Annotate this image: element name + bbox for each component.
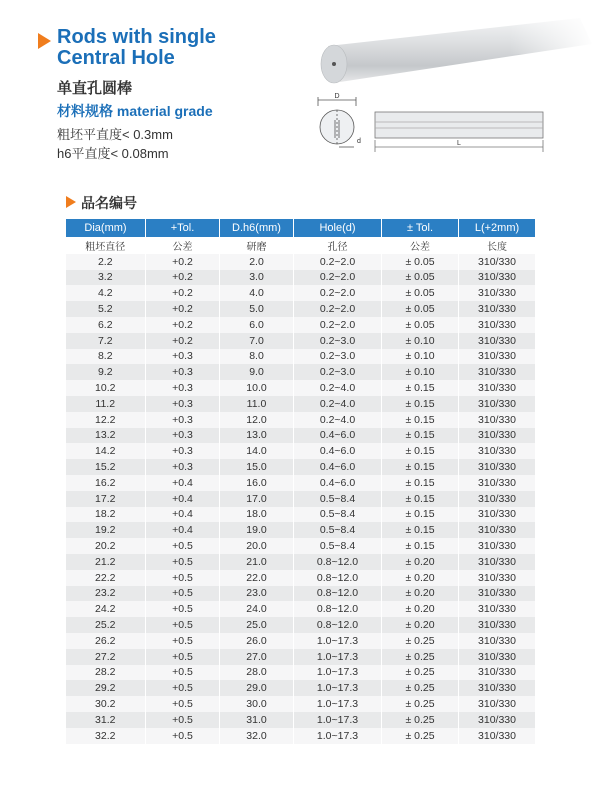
product-table [65,218,536,744]
table-row [66,380,536,396]
title-line-1: Rods with single [57,26,216,48]
table-cell: 3.2 [66,270,146,286]
table-row [66,317,536,333]
cn-header-cell: 公差 [382,238,459,254]
table-cell: +0.3 [146,349,220,365]
table-cell: +0.3 [146,443,220,459]
table-cell: +0.5 [146,617,220,633]
table-cell: +0.4 [146,491,220,507]
table-cell: ± 0.20 [382,617,459,633]
table-cell: 1.0~17.3 [294,649,382,665]
table-cell: 20.2 [66,538,146,554]
table-cell: 310/330 [459,349,536,365]
table-cell: 0.8~12.0 [294,617,382,633]
table-row [66,459,536,475]
table-cell: 310/330 [459,412,536,428]
table-cell: 14.2 [66,443,146,459]
table-cell: 0.4~6.0 [294,443,382,459]
cn-header-cell: 公差 [146,238,220,254]
table-cell: 4.2 [66,285,146,301]
table-cell: +0.2 [146,254,220,270]
table-cell: 310/330 [459,554,536,570]
table-cell: 0.8~12.0 [294,601,382,617]
table-row [66,696,536,712]
table-cell: 13.0 [220,428,294,444]
table-cell: 32.2 [66,728,146,744]
table-cell: 8.2 [66,349,146,365]
table-cell: +0.5 [146,712,220,728]
table-cell: ± 0.25 [382,680,459,696]
table-cell: +0.5 [146,586,220,602]
table-cell: 0.4~6.0 [294,459,382,475]
table-cell: +0.3 [146,396,220,412]
table-row [66,601,536,617]
table-cell: 26.0 [220,633,294,649]
table-cell: 25.2 [66,617,146,633]
table-cell: 1.0~17.3 [294,680,382,696]
table-cell: 7.0 [220,333,294,349]
table-row [66,507,536,523]
table-cell: 14.0 [220,443,294,459]
table-cell: 0.2~4.0 [294,412,382,428]
table-cell: 29.0 [220,680,294,696]
table-cell: 310/330 [459,396,536,412]
table-cell: +0.3 [146,364,220,380]
table-row [66,475,536,491]
table-row [66,522,536,538]
table-cell: 26.2 [66,633,146,649]
table-cell: 28.2 [66,665,146,681]
rod-illustration [310,14,595,159]
table-cell: +0.3 [146,412,220,428]
table-cell: +0.2 [146,333,220,349]
table-cell: +0.3 [146,380,220,396]
col-header-length: L(+2mm) [459,219,536,238]
table-cell: 6.0 [220,317,294,333]
table-cell: ± 0.25 [382,712,459,728]
table-cell: ± 0.25 [382,696,459,712]
spec-straightness-h6: h6平直度< 0.08mm [57,146,169,161]
table-cell: 310/330 [459,443,536,459]
table-cell: ± 0.15 [382,396,459,412]
table-row [66,412,536,428]
table-cell: 15.2 [66,459,146,475]
table-cell: +0.2 [146,270,220,286]
table-cell: 310/330 [459,491,536,507]
table-cell: 0.5~8.4 [294,522,382,538]
table-cell: 1.0~17.3 [294,633,382,649]
table-row [66,649,536,665]
table-row [66,254,536,270]
table-cell: ± 0.20 [382,554,459,570]
table-cell: 4.0 [220,285,294,301]
table-row [66,364,536,380]
table-cell: 310/330 [459,333,536,349]
table-cell: 5.0 [220,301,294,317]
col-header-dia: Dia(mm) [66,219,146,238]
cn-header-cell: 长度 [459,238,536,254]
cross-section-drawing [318,97,356,147]
table-cell: ± 0.15 [382,538,459,554]
spec-straightness-blank: 粗坯平直度< 0.3mm [57,127,173,142]
cn-header-cell: 研磨 [220,238,294,254]
table-cell: 0.8~12.0 [294,586,382,602]
table-cell: 2.2 [66,254,146,270]
table-row [66,301,536,317]
table-cell: 19.0 [220,522,294,538]
table-cell: ± 0.15 [382,475,459,491]
table-cell: 0.2~2.0 [294,301,382,317]
table-cell: +0.2 [146,317,220,333]
table-cell: 6.2 [66,317,146,333]
cn-header-cell: 孔径 [294,238,382,254]
col-header-tol: +Tol. [146,219,220,238]
table-row [66,728,536,744]
table-cn-header-row [66,238,536,254]
table-cell: 21.0 [220,554,294,570]
table-cell: 22.2 [66,570,146,586]
table-cell: 17.2 [66,491,146,507]
table-row [66,665,536,681]
table-cell: 19.2 [66,522,146,538]
table-cell: 12.2 [66,412,146,428]
table-cell: 11.0 [220,396,294,412]
table-cell: 310/330 [459,475,536,491]
table-cell: 7.2 [66,333,146,349]
table-cell: 310/330 [459,428,536,444]
table-row [66,285,536,301]
table-cell: ± 0.20 [382,601,459,617]
table-cell: +0.4 [146,475,220,491]
table-cell: 310/330 [459,617,536,633]
table-cell: +0.5 [146,633,220,649]
table-cell: +0.3 [146,459,220,475]
table-cell: ± 0.05 [382,270,459,286]
section-heading [66,193,137,213]
table-cell: 310/330 [459,254,536,270]
table-row [66,538,536,554]
material-grade-label: 材料规格 material grade [57,103,213,119]
table-cell: 18.2 [66,507,146,523]
table-row [66,570,536,586]
table-cell: 310/330 [459,601,536,617]
table-cell: 310/330 [459,728,536,744]
orange-triangle-icon [38,33,51,49]
table-row [66,270,536,286]
table-cell: 310/330 [459,270,536,286]
table-cell: ± 0.10 [382,364,459,380]
page-title [38,27,268,69]
table-row [66,554,536,570]
table-cell: 16.2 [66,475,146,491]
table-cell: +0.5 [146,680,220,696]
table-cell: ± 0.05 [382,317,459,333]
table-cell: 21.2 [66,554,146,570]
table-cell: 310/330 [459,712,536,728]
table-cell: 9.0 [220,364,294,380]
table-cell: 31.0 [220,712,294,728]
table-cell: 32.0 [220,728,294,744]
table-cell: 1.0~17.3 [294,712,382,728]
table-cell: 310/330 [459,285,536,301]
table-cell: 9.2 [66,364,146,380]
hole-dot-icon [332,62,336,66]
col-header-hole: Hole(d) [294,219,382,238]
table-cell: 13.2 [66,428,146,444]
table-cell: 0.2~3.0 [294,333,382,349]
table-cell: 310/330 [459,538,536,554]
table-cell: ± 0.20 [382,570,459,586]
table-cell: ± 0.25 [382,665,459,681]
table-cell: 16.0 [220,475,294,491]
table-cell: ± 0.05 [382,285,459,301]
table-cell: 31.2 [66,712,146,728]
table-cell: 10.2 [66,380,146,396]
table-cell: ± 0.15 [382,412,459,428]
table-cell: ± 0.10 [382,349,459,365]
section-title: 品名编号 [81,195,137,211]
table-cell: 0.8~12.0 [294,554,382,570]
table-cell: +0.5 [146,649,220,665]
table-row [66,617,536,633]
table-cell: 0.2~2.0 [294,317,382,333]
table-cell: 0.5~8.4 [294,507,382,523]
table-cell: 310/330 [459,633,536,649]
table-cell: 22.0 [220,570,294,586]
table-cell: 23.0 [220,586,294,602]
table-cell: ± 0.15 [382,507,459,523]
table-cell: ± 0.15 [382,443,459,459]
table-cell: 0.4~6.0 [294,428,382,444]
table-cell: 17.0 [220,491,294,507]
table-cell: 0.2~3.0 [294,364,382,380]
table-cell: 1.0~17.3 [294,696,382,712]
table-cell: 0.2~4.0 [294,380,382,396]
table-cell: +0.5 [146,538,220,554]
table-cell: 310/330 [459,696,536,712]
orange-triangle-icon [66,196,76,208]
table-cell: ± 0.15 [382,491,459,507]
label-l: L [457,140,461,147]
table-cell: +0.2 [146,285,220,301]
table-cell: 1.0~17.3 [294,728,382,744]
table-cell: 310/330 [459,522,536,538]
table-cell: ± 0.05 [382,301,459,317]
table-cell: 0.2~2.0 [294,285,382,301]
table-cell: +0.4 [146,507,220,523]
table-cell: ± 0.25 [382,728,459,744]
table-cell: 310/330 [459,665,536,681]
table-cell: 24.0 [220,601,294,617]
table-cell: 310/330 [459,649,536,665]
table-row [66,491,536,507]
title-line-2: Central Hole [57,47,175,69]
table-cell: 1.0~17.3 [294,665,382,681]
table-cell: 20.0 [220,538,294,554]
table-cell: 27.2 [66,649,146,665]
table-cell: 310/330 [459,364,536,380]
table-cell: ± 0.25 [382,649,459,665]
cn-header-cell: 粗坯直径 [66,238,146,254]
table-row [66,633,536,649]
table-cell: 25.0 [220,617,294,633]
table-cell: 10.0 [220,380,294,396]
table-cell: +0.5 [146,696,220,712]
rod-3d [321,14,595,83]
table-cell: 310/330 [459,380,536,396]
chinese-title: 单直孔圆棒 [57,80,133,97]
table-cell: ± 0.10 [382,333,459,349]
table-cell: 310/330 [459,507,536,523]
table-cell: 18.0 [220,507,294,523]
table-row [66,586,536,602]
table-cell: 0.5~8.4 [294,491,382,507]
table-row [66,349,536,365]
table-cell: +0.5 [146,728,220,744]
table-cell: ± 0.15 [382,428,459,444]
table-cell: 15.0 [220,459,294,475]
table-cell: 310/330 [459,459,536,475]
table-cell: ± 0.20 [382,586,459,602]
table-cell: +0.4 [146,522,220,538]
table-cell: ± 0.15 [382,459,459,475]
table-cell: 0.4~6.0 [294,475,382,491]
table-cell: ± 0.05 [382,254,459,270]
table-cell: 23.2 [66,586,146,602]
table-cell: 3.0 [220,270,294,286]
table-cell: 0.2~2.0 [294,270,382,286]
table-cell: 5.2 [66,301,146,317]
table-cell: 30.2 [66,696,146,712]
table-header-row [66,219,536,238]
table-cell: 2.0 [220,254,294,270]
table-cell: 310/330 [459,317,536,333]
table-cell: 11.2 [66,396,146,412]
table-cell: 310/330 [459,680,536,696]
col-header-dh6: D.h6(mm) [220,219,294,238]
table-row [66,680,536,696]
table-cell: +0.2 [146,301,220,317]
table-cell: ± 0.15 [382,522,459,538]
table-row [66,428,536,444]
col-header-hole-tol: ± Tol. [382,219,459,238]
table-cell: +0.5 [146,601,220,617]
table-cell: 28.0 [220,665,294,681]
table-cell: 8.0 [220,349,294,365]
table-cell: 29.2 [66,680,146,696]
table-cell: +0.5 [146,665,220,681]
table-row [66,333,536,349]
table-cell: ± 0.15 [382,380,459,396]
table-cell: 27.0 [220,649,294,665]
table-row [66,443,536,459]
label-d-upper: D [334,93,340,100]
table-cell: 0.2~3.0 [294,349,382,365]
table-row [66,396,536,412]
table-cell: +0.3 [146,428,220,444]
table-cell: 30.0 [220,696,294,712]
table-cell: 310/330 [459,570,536,586]
table-cell: ± 0.25 [382,633,459,649]
table-cell: +0.5 [146,554,220,570]
label-d-lower: d [357,138,361,145]
table-cell: 310/330 [459,586,536,602]
table-cell: 310/330 [459,301,536,317]
table-cell: 0.2~4.0 [294,396,382,412]
table-cell: 0.5~8.4 [294,538,382,554]
table-cell: 0.8~12.0 [294,570,382,586]
table-cell: 0.2~2.0 [294,254,382,270]
table-row [66,712,536,728]
table-cell: 12.0 [220,412,294,428]
table-cell: +0.5 [146,570,220,586]
table-cell: 24.2 [66,601,146,617]
